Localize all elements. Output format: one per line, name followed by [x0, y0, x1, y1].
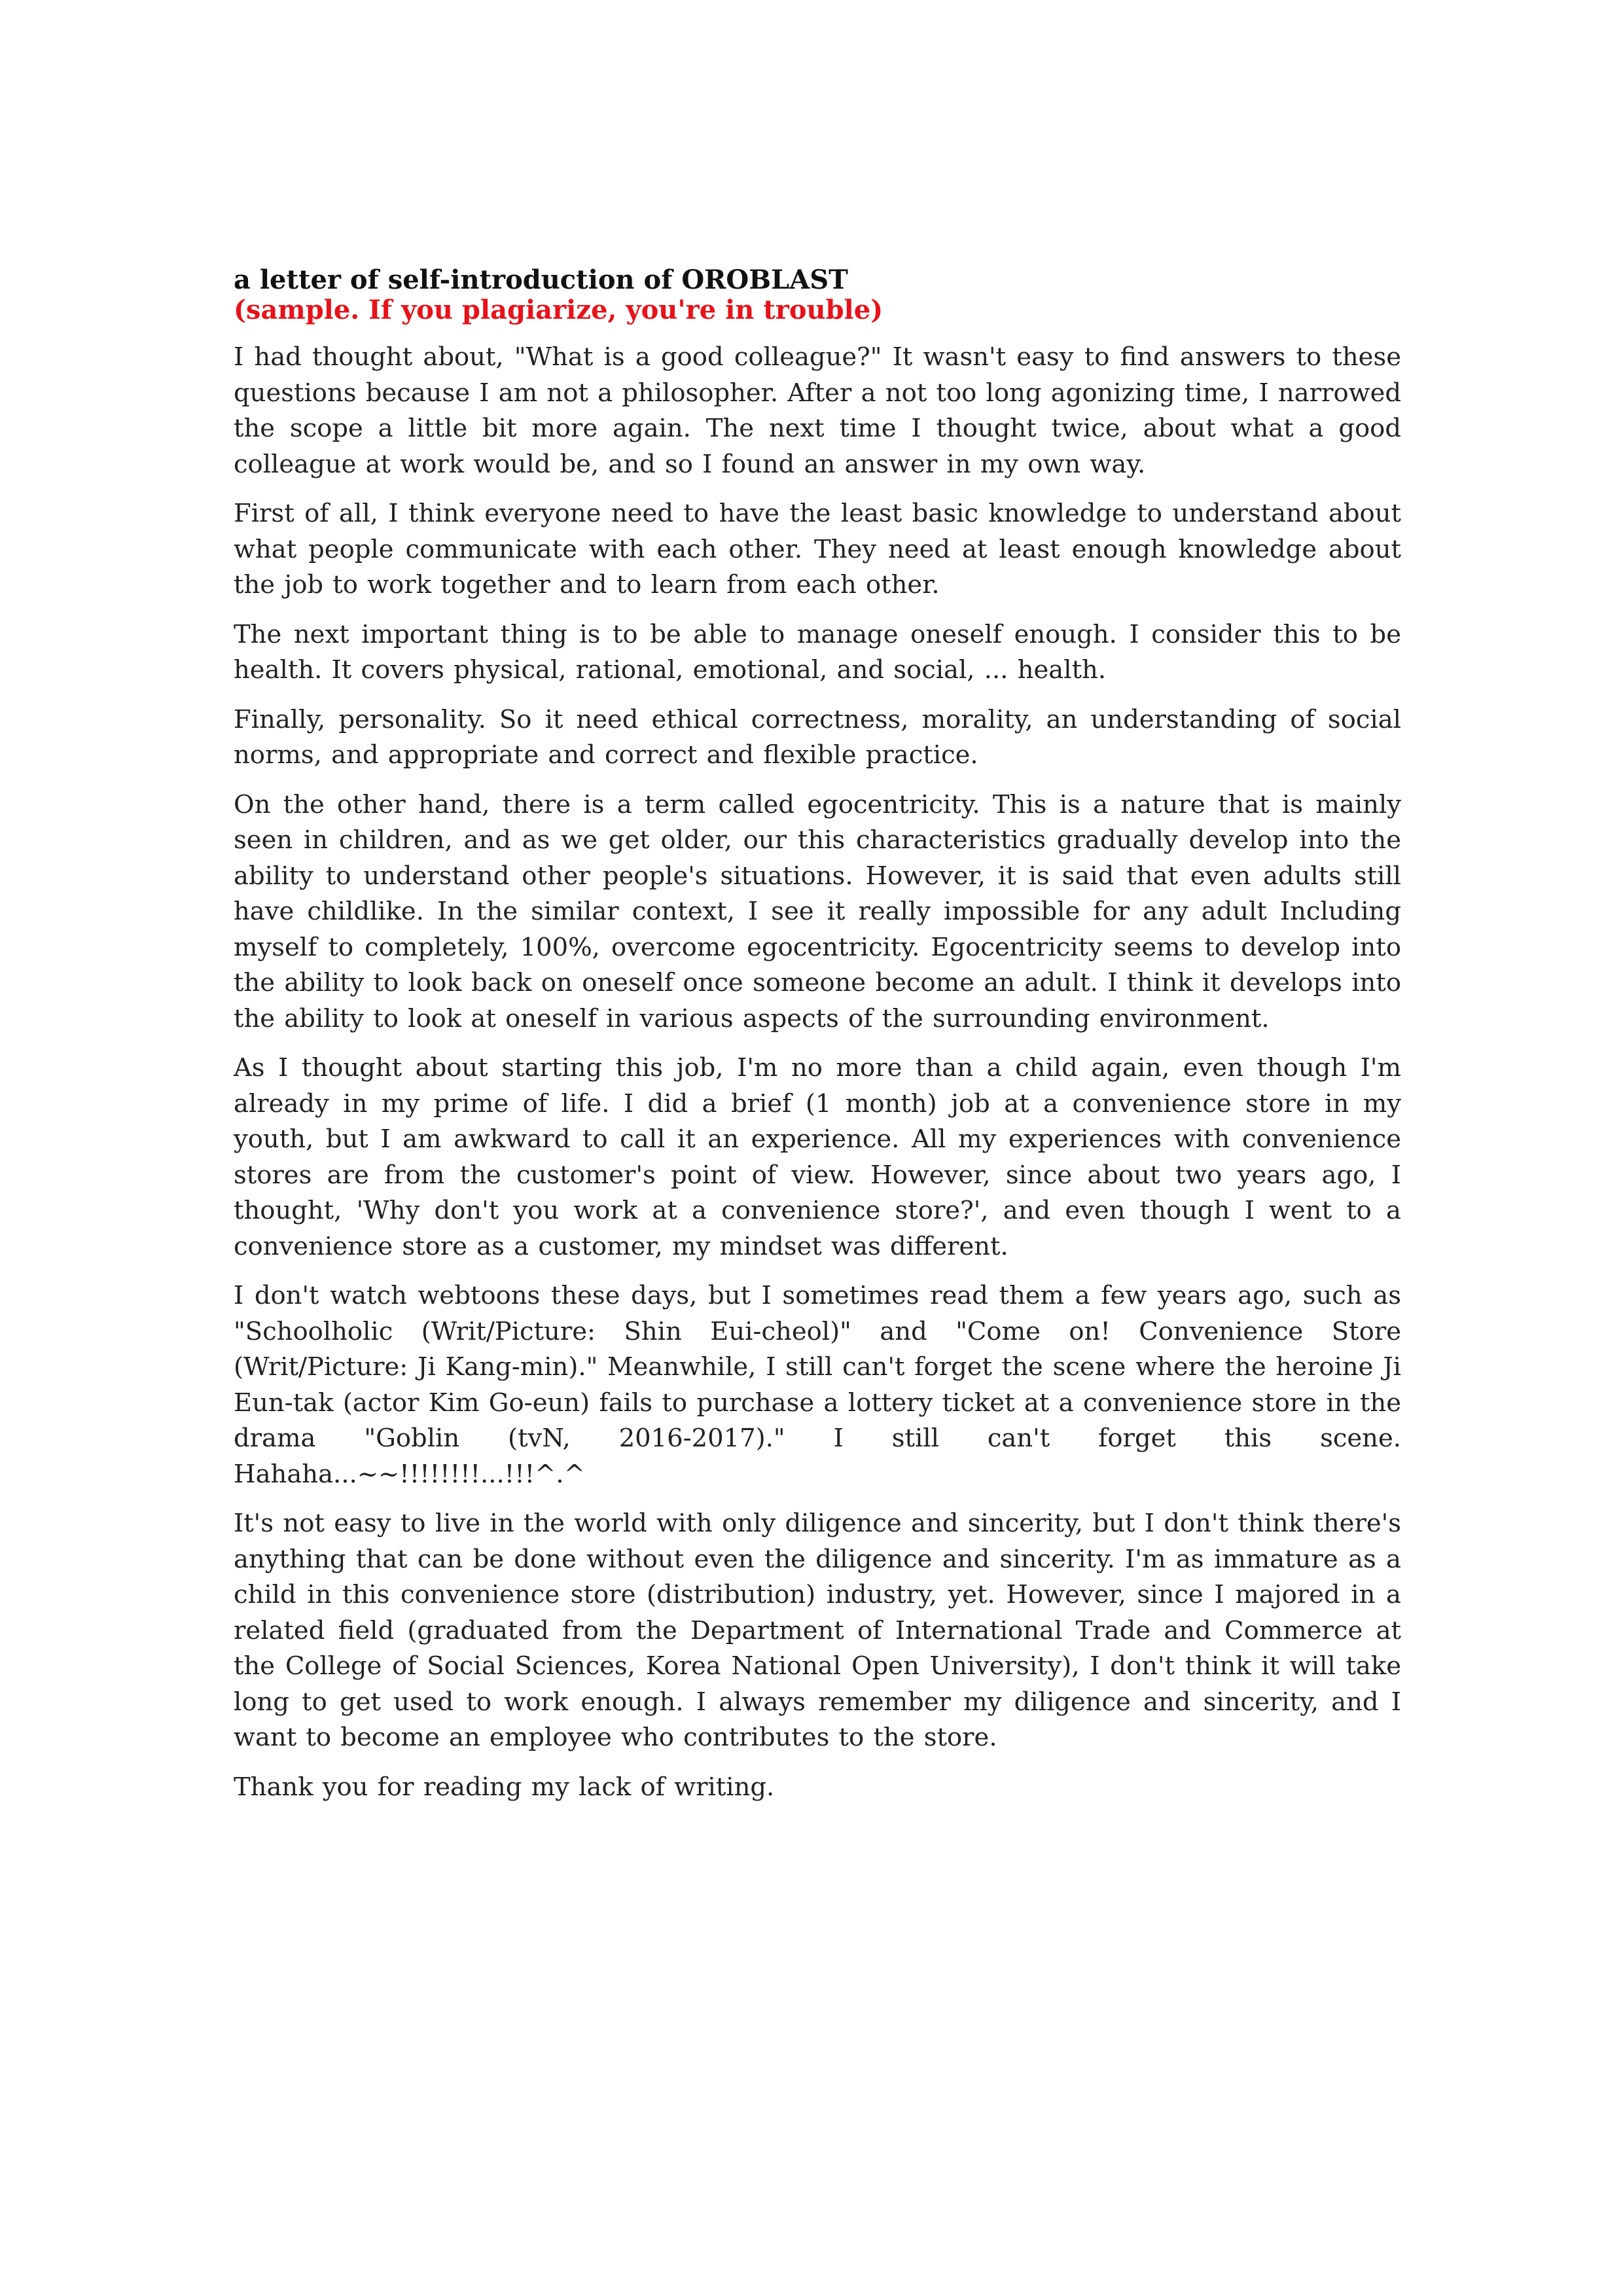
paragraph-5: On the other hand, there is a term called egocentricity. This is a nature that is mainly seen in children, and as we get older, our this characteristics gradually develop into the ability to understand other people's situations. However, it is said that even adults still have childlike. In the similar context, I see it really impossible for any adult Including myself to completely, 100%, overcome egocentricity. Egocentricity seems to develop into the ability to look back on oneself once someone become an adult. I think it develops into the ability to look at oneself in various aspects of the surrounding environment.	[234, 789, 1401, 1033]
paragraph-8: It's not easy to live in the world with only diligence and sincerity, but I don't think there's anything that can be done without even the diligence and sincerity. I'm as immature as a child in this convenience store (distribution) industry, yet. However, since I majored in a related field (graduated from the Department of International Trade and Commerce at the College of Social Sciences, Korea National Open University), I don't think it will take long to get used to work enough. I always remember my diligence and sincerity, and I want to become an employee who contributes to the store.	[234, 1509, 1401, 1752]
document-title: a letter of self-introduction of OROBLAST	[234, 264, 848, 295]
paragraph-closing: Thank you for reading my lack of writing.	[234, 1772, 775, 1802]
paragraph-1: I had thought about, "What is a good colleague?" It wasn't easy to find answers to these questions because I am not a philosopher. After a not too long agonizing time, I narrowed the scope a little bit more again. The next time I thought twice, about what a good colleague at work would be, and so I found an answer in my own way.	[234, 342, 1402, 479]
paragraph-7: I don't watch webtoons these days, but I sometimes read them a few years ago, such as "Schoolholic (Writ/Picture: Shin Eui-cheol)" and "Come on! Convenience Store (Writ/Picture: Ji Kang-min)." Meanwhile, I still can't forget the scene where the heroine Ji Eun-tak (actor Kim Go-eun) fails to purchase a lottery ticket at a convenience store in the drama "Goblin (tvN, 2016-2017)." I still can't forget this scene. Hahaha...~~!!!!!!!!...!!!^.^	[234, 1281, 1401, 1489]
document-page	[234, 265, 1401, 1819]
paragraph-3: The next important thing is to be able to manage oneself enough. I consider this to be health. It covers physical, rational, emotional, and social, ... health.	[234, 619, 1401, 685]
paragraph-4: Finally, personality. So it need ethical correctness, morality, an understanding of social norms, and appropriate and correct and flexible practice.	[234, 704, 1401, 770]
paragraph-2: First of all, I think everyone need to have the least basic knowledge to understand about what people communicate with each other. They need at least enough knowledge about the job to work together and to learn from each other.	[234, 499, 1401, 600]
document-subtitle: (sample. If you plagiarize, you're in trouble)	[234, 295, 883, 325]
paragraph-6: As I thought about starting this job, I'm no more than a child again, even though I'm already in my prime of life. I did a brief (1 month) job at a convenience store in my youth, but I am awkward to call it an experience. All my experiences with convenience stores are from the customer's point of view. However, since about two years ago, I thought, 'Why don't you work at a convenience store?', and even though I went to a convenience store as a customer, my mindset was different.	[234, 1053, 1401, 1261]
